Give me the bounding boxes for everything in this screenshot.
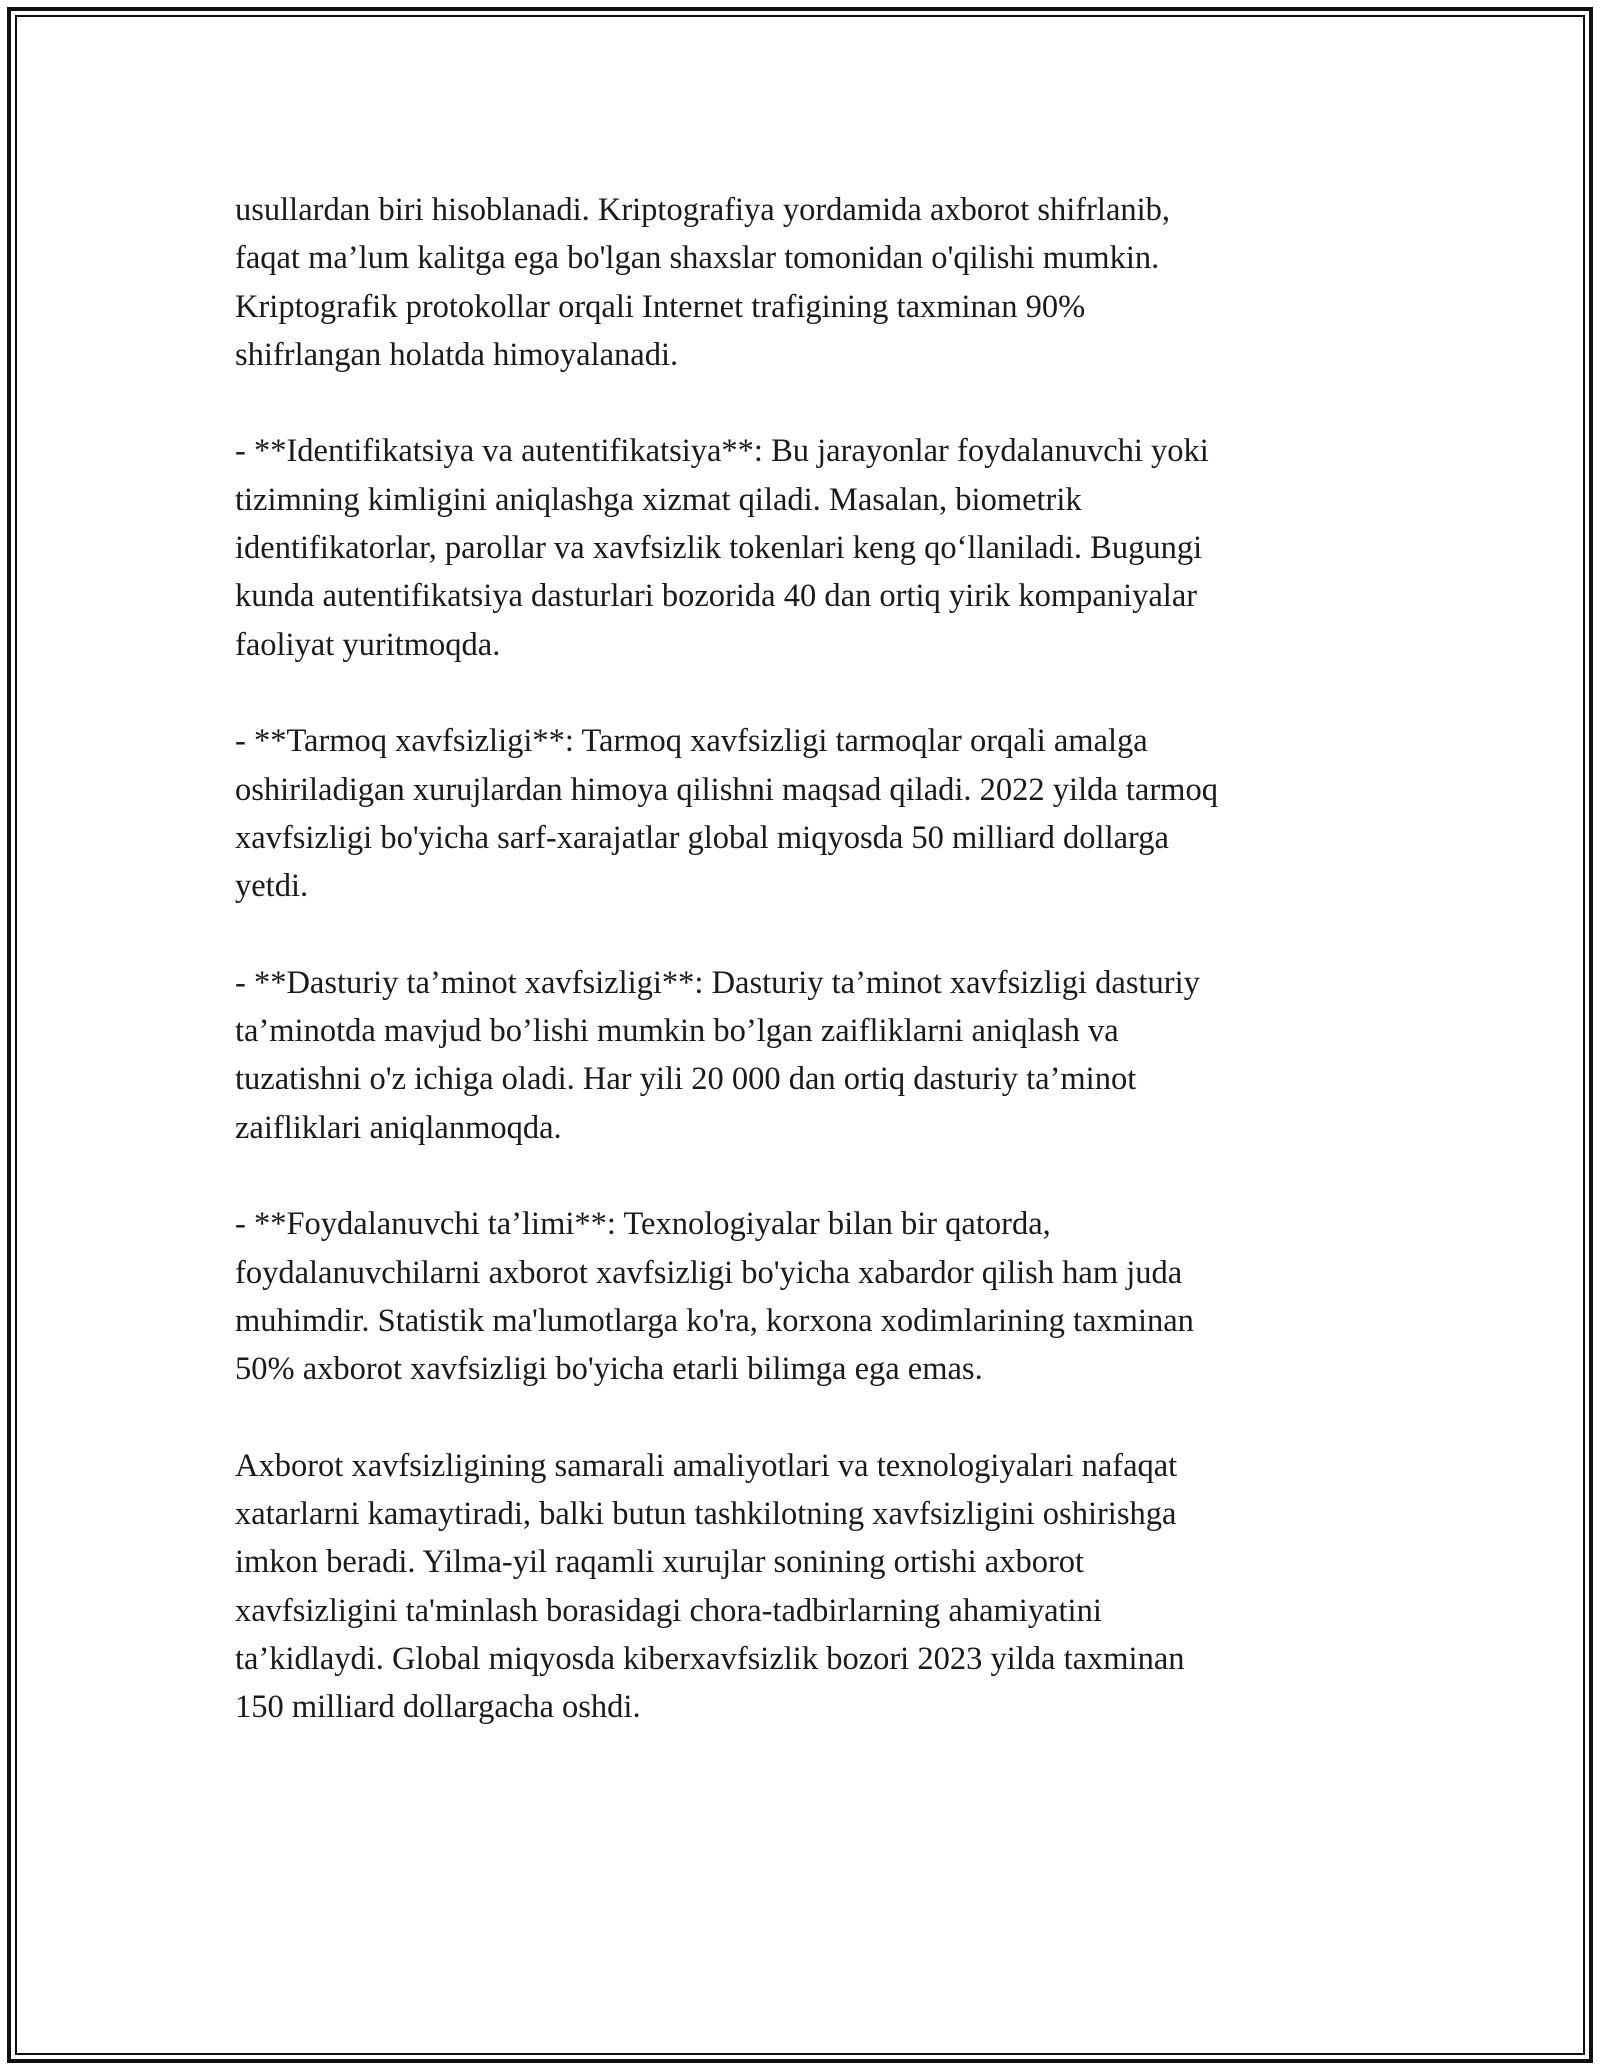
paragraph-conclusion: Axborot xavfsizligining samarali amaliyotlari va texnologiyalari nafaqat xatarlarni kamaytiradi, balki butun tashkilotning xavfsizligini oshirishga imkon beradi. Yilma-yil raqamli xurujlar sonining ortishi axborot xavfsizligini ta'minlash borasidagi chora-tadbirlarning ahamiyatini ta’kidlaydi. Global miqyosda kiberxavfsizlik bozori 2023 yilda taxminan 150 milliard dollargacha oshdi. [235, 1447, 1185, 1726]
paragraph-software-security: - **Dasturiy ta’minot xavfsizligi**: Dasturiy ta’minot xavfsizligi dasturiy ta’minotda mavjud bo’lishi mumkin bo’lgan zaifliklarni aniqlash va tuzatishni o'z ichiga oladi. Har yili 20 000 dan ortiq dasturiy ta’minot zaifliklari aniqlanmoqda. [235, 964, 1200, 1146]
paragraph-network-security: - **Tarmoq xavfsizligi**: Tarmoq xavfsizligi tarmoqlar orqali amalga oshiriladigan xurujlardan himoya qilishni maqsad qiladi. 2022 yilda tarmoq xavfsizligi bo'yicha sarf-xarajatlar global miqyosda 50 milliard dollarga yetdi. [235, 723, 1218, 905]
paragraph-identification: - **Identifikatsiya va autentifikatsiya**: Bu jarayonlar foydalanuvchi yoki tizimning kimligini aniqlashga xizmat qiladi. Masalan, biometrik identifikatorlar, parollar va xavfsizlik tokenlari keng qo‘llaniladi. Bugungi kunda autentifikatsiya dasturlari bozorida 40 dan ortiq yirik kompaniyalar faoliyat yuritmoqda. [235, 433, 1209, 663]
paragraph-cryptography: usullardan biri hisoblanadi. Kriptografiya yordamida axborot shifrlanib, faqat ma’lum kalitga ega bo'lgan shaxslar tomonidan o'qilishi mumkin. Kriptografik protokollar orqali Internet trafigining taxminan 90% shifrlangan holatda himoyalanadi. [235, 192, 1171, 373]
paragraph-user-training: - **Foydalanuvchi ta’limi**: Texnologiyalar bilan bir qatorda, foydalanuvchilarni axborot xavfsizligi bo'yicha xabardor qilish ham juda muhimdir. Statistik ma'lumotlarga ko'ra, korxona xodimlarining taxminan 50% axborot xavfsizligi bo'yicha etarli bilimga ega emas. [235, 1206, 1194, 1388]
document-body [235, 186, 1355, 1732]
